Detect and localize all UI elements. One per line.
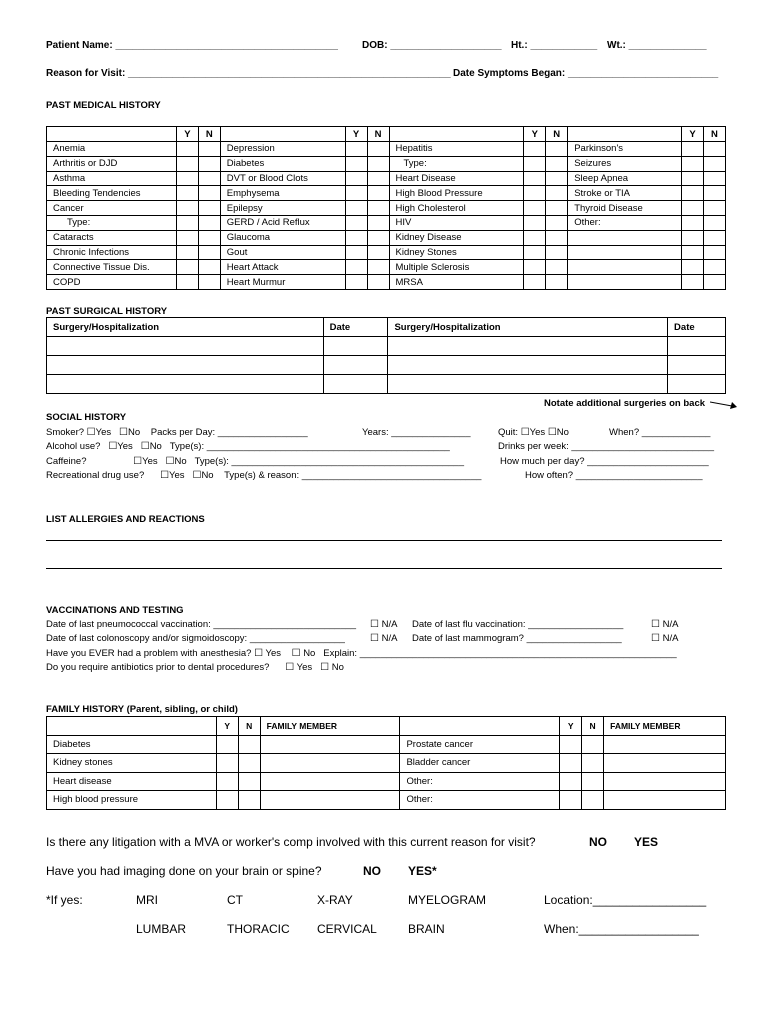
imaging-no-option[interactable]: NO [363,864,381,878]
yes-cell[interactable] [682,201,704,216]
yes-cell[interactable] [176,245,198,260]
vacc-title: VACCINATIONS AND TESTING [46,605,184,616]
condition-label: Multiple Sclerosis [389,260,524,275]
psh-table [46,317,726,394]
na-label: N/A [381,619,398,630]
date-symptoms-field[interactable]: Date Symptoms Began: ___________________________ [453,68,719,79]
checkbox-icon[interactable]: ☐ [140,441,150,452]
condition-label: Other: [400,791,560,810]
n-header: N [367,127,389,142]
reason-for-visit-field[interactable]: Reason for Visit: __________________________________________________________ [46,68,451,79]
imaging-question: Have you had imaging done on your brain or spine? [46,864,322,878]
condition-label: Kidney stones [47,754,217,773]
condition-label [568,260,682,275]
condition-label [568,275,682,290]
no-label: No [556,427,569,438]
yes-cell[interactable] [345,156,367,171]
condition-label: Prostate cancer [400,735,560,754]
no-cell[interactable] [546,215,568,230]
option-thoracic[interactable]: THORACIC [227,922,290,936]
no-cell[interactable] [703,260,725,275]
na-label: N/A [662,619,679,630]
checkbox-icon[interactable]: ☐ [370,633,379,644]
yes-cell[interactable] [345,142,367,157]
psh-title: PAST SURGICAL HISTORY [46,306,168,317]
antibiotics-label: Do you require antibiotics prior to dental procedures? [46,662,270,673]
caffeine-label: Caffeine? [46,456,87,467]
checkbox-icon[interactable]: ☐ [133,456,143,467]
quit-row [498,427,569,438]
no-cell[interactable] [198,245,220,260]
yes-cell[interactable] [176,142,198,157]
yes-cell[interactable] [345,230,367,245]
condition-label: Stroke or TIA [568,186,682,201]
yes-cell[interactable] [524,142,546,157]
no-cell[interactable] [703,186,725,201]
condition-label: Heart Disease [389,171,524,186]
table-row [47,171,726,186]
yes-label: Yes [117,441,133,452]
condition-label: Bleeding Tendencies [47,186,177,201]
recreational-label: Recreational drug use? [46,470,145,481]
yes-label: Yes [529,427,546,438]
patient-name-field[interactable]: Patient Name: ________________________________________ [46,40,338,51]
condition-label: High Blood Pressure [389,186,524,201]
checkbox-icon[interactable]: ☐ [192,470,202,481]
option-ct[interactable]: CT [227,893,243,907]
table-row[interactable] [47,337,726,356]
no-label: No [303,648,316,659]
caffeine-row [46,456,464,467]
condition-label: Type: [389,156,524,171]
no-cell[interactable] [367,156,389,171]
family-member-cell[interactable] [604,791,726,810]
condition-label: Other: [568,215,682,230]
no-cell[interactable] [546,186,568,201]
no-cell[interactable] [703,201,725,216]
condition-label: Diabetes [47,735,217,754]
condition-label: Depression [220,142,345,157]
yes-cell[interactable] [682,275,704,290]
litigation-no-option[interactable]: NO [589,835,607,849]
condition-label: Emphysema [220,186,345,201]
years-field[interactable]: Years: _______________ [362,427,471,438]
no-cell[interactable] [546,142,568,157]
no-cell[interactable] [238,791,260,810]
yes-cell[interactable] [524,275,546,290]
family-member-cell[interactable] [260,772,400,791]
yes-cell[interactable] [524,201,546,216]
social-title: SOCIAL HISTORY [46,412,127,423]
packs-per-day-field[interactable]: Packs per Day: _________________ [150,427,308,438]
imaging-when-field[interactable]: When:__________________ [544,922,699,936]
no-cell[interactable] [546,230,568,245]
yes-cell[interactable] [524,245,546,260]
condition-label: Cataracts [47,230,177,245]
condition-label: Asthma [47,171,177,186]
arrow-icon [710,398,738,412]
family-member-cell[interactable] [604,754,726,773]
no-cell[interactable] [198,156,220,171]
no-cell[interactable] [703,230,725,245]
condition-label: Kidney Stones [389,245,524,260]
explain-field[interactable]: Explain: ____________________________________________________________ [323,648,677,659]
mammo-na [651,633,678,644]
family-member-header: FAMILY MEMBER [604,717,726,736]
condition-label: Cancer [47,201,177,216]
y-header: Y [216,717,238,736]
yes-cell[interactable] [560,754,582,773]
condition-label: Arthritis or DJD [47,156,177,171]
yes-cell[interactable] [682,230,704,245]
yes-cell[interactable] [682,245,704,260]
recreational-row [46,470,481,481]
option-xray[interactable]: X-RAY [317,893,353,907]
yes-cell[interactable] [560,772,582,791]
allergies-title: LIST ALLERGIES AND REACTIONS [46,514,205,525]
condition-label: Seizures [568,156,682,171]
no-cell[interactable] [367,215,389,230]
checkbox-icon[interactable]: ☐ [160,470,170,481]
drinks-per-week-field[interactable]: Drinks per week: ___________________________ [498,441,715,452]
condition-label: Thyroid Disease [568,201,682,216]
table-row [47,201,726,216]
n-header: N [198,127,220,142]
no-cell[interactable] [367,171,389,186]
no-cell[interactable] [546,245,568,260]
table-row [47,245,726,260]
table-row [47,260,726,275]
yes-cell[interactable] [682,215,704,230]
table-row [47,735,726,754]
table-row [47,230,726,245]
family-member-cell[interactable] [604,772,726,791]
yes-cell[interactable] [176,186,198,201]
height-field[interactable]: Ht.: ____________ [511,40,598,51]
allergies-line-1[interactable] [46,540,722,541]
yes-cell[interactable] [216,791,238,810]
yes-cell[interactable] [176,171,198,186]
family-header-row [47,717,726,736]
checkbox-icon[interactable]: ☐ [119,427,129,438]
yes-cell[interactable] [524,156,546,171]
table-row [47,275,726,290]
condition-label: Glaucoma [220,230,345,245]
yes-cell[interactable] [176,201,198,216]
weight-field[interactable]: Wt.: ______________ [607,40,707,51]
quit-when-field[interactable]: When? _____________ [609,427,711,438]
surgery-col-header: Surgery/Hospitalization [47,318,324,337]
condition-label: COPD [47,275,177,290]
alcohol-row [46,441,450,452]
date-col-header: Date [668,318,726,337]
condition-label: HIV [389,215,524,230]
option-cervical[interactable]: CERVICAL [317,922,377,936]
no-cell[interactable] [367,142,389,157]
no-cell[interactable] [582,754,604,773]
table-row[interactable] [47,375,726,394]
condition-label: Bladder cancer [400,754,560,773]
no-label: No [174,456,187,467]
condition-label: Other: [400,772,560,791]
no-cell[interactable] [703,275,725,290]
yes-cell[interactable] [345,275,367,290]
yes-label: Yes [142,456,158,467]
flu-field[interactable]: Date of last flu vaccination: __________________ [412,619,624,630]
location-field[interactable]: Location:_________________ [544,893,707,907]
no-cell[interactable] [238,772,260,791]
flu-na [651,619,678,630]
yes-cell[interactable] [345,260,367,275]
no-label: No [149,441,162,452]
na-label: N/A [662,633,679,644]
yes-cell[interactable] [682,186,704,201]
yes-cell[interactable] [345,245,367,260]
yes-cell[interactable] [524,215,546,230]
condition-label: Hepatitis [389,142,524,157]
yes-cell[interactable] [176,275,198,290]
yes-cell[interactable] [682,260,704,275]
checkbox-icon[interactable]: ☐ [285,662,295,673]
yes-cell[interactable] [216,754,238,773]
alcohol-label: Alcohol use? [46,441,101,452]
no-cell[interactable] [198,275,220,290]
additional-surgeries-note: Notate additional surgeries on back [544,398,706,409]
family-title: FAMILY HISTORY (Parent, sibling, or child) [46,704,238,715]
checkbox-icon[interactable]: ☐ [547,427,557,438]
pneumo-na [370,619,397,630]
checkbox-icon[interactable]: ☐ [651,619,660,630]
table-row [47,142,726,157]
no-cell[interactable] [703,245,725,260]
condition-label: Heart Murmur [220,275,345,290]
yes-cell[interactable] [345,186,367,201]
no-cell[interactable] [238,735,260,754]
condition-label: DVT or Blood Clots [220,171,345,186]
condition-label: High blood pressure [47,791,217,810]
condition-label: Heart disease [47,772,217,791]
option-mri[interactable]: MRI [136,893,158,907]
table-row [47,791,726,810]
checkbox-icon[interactable]: ☐ [165,456,175,467]
caffeine-types-field[interactable]: Type(s): ____________________________________________ [194,456,465,467]
yes-cell[interactable] [524,260,546,275]
yes-cell[interactable] [682,171,704,186]
condition-label: Epilepsy [220,201,345,216]
no-cell[interactable] [546,171,568,186]
no-label: No [201,470,214,481]
no-cell[interactable] [703,215,725,230]
yes-cell[interactable] [176,156,198,171]
no-cell[interactable] [546,260,568,275]
table-row [47,754,726,773]
quit-label: Quit: [498,427,519,438]
how-much-per-day-field[interactable]: How much per day? _______________________ [500,456,709,467]
no-label: No [128,427,141,438]
n-header: N [582,717,604,736]
family-member-cell[interactable] [260,791,400,810]
family-member-cell[interactable] [260,754,400,773]
table-row [47,215,726,230]
yes-cell[interactable] [560,791,582,810]
surgery-col-header: Surgery/Hospitalization [388,318,668,337]
date-col-header: Date [323,318,388,337]
n-header: N [238,717,260,736]
condition-label: Sleep Apnea [568,171,682,186]
yes-cell[interactable] [345,215,367,230]
no-cell[interactable] [703,142,725,157]
y-header: Y [176,127,198,142]
pmh-table [46,126,726,290]
no-cell[interactable] [546,275,568,290]
option-lumbar[interactable]: LUMBAR [136,922,187,936]
no-cell[interactable] [198,215,220,230]
yes-label: Yes [169,470,185,481]
colonoscopy-field[interactable]: Date of last colonoscopy and/or sigmoidoscopy: __________________ [46,633,345,644]
condition-label: Type: [47,215,177,230]
table-row [47,186,726,201]
table-row[interactable] [47,356,726,375]
litigation-yes-option[interactable]: YES [634,835,659,849]
checkbox-icon[interactable]: ☐ [520,427,530,438]
condition-label: GERD / Acid Reflux [220,215,345,230]
psh-header-row [47,318,726,337]
pmh-header-row [47,127,726,142]
n-header: N [546,127,568,142]
condition-label: Kidney Disease [389,230,524,245]
condition-label: Parkinson's [568,142,682,157]
smoker-row [46,427,308,438]
condition-label [568,230,682,245]
no-cell[interactable] [367,260,389,275]
smoker-label: Smoker? [46,427,85,438]
yes-cell[interactable] [216,772,238,791]
yes-cell[interactable] [176,230,198,245]
condition-label: Connective Tissue Dis. [47,260,177,275]
yes-cell[interactable] [345,171,367,186]
family-member-header: FAMILY MEMBER [260,717,400,736]
no-cell[interactable] [367,230,389,245]
colon-na [370,633,397,644]
no-cell[interactable] [582,772,604,791]
yes-cell[interactable] [682,156,704,171]
yes-cell[interactable] [524,171,546,186]
yes-cell[interactable] [176,260,198,275]
yes-cell[interactable] [176,215,198,230]
anesthesia-row [46,648,677,659]
no-cell[interactable] [198,171,220,186]
no-cell[interactable] [703,171,725,186]
no-cell[interactable] [198,230,220,245]
litigation-question: Is there any litigation with a MVA or worker's comp involved with this current reason for visit? [46,835,536,849]
condition-label: Diabetes [220,156,345,171]
mammogram-field[interactable]: Date of last mammogram? __________________ [412,633,622,644]
antibiotics-row [46,662,344,673]
condition-label: Chronic Infections [47,245,177,260]
checkbox-icon[interactable]: ☐ [291,648,301,659]
no-cell[interactable] [582,735,604,754]
checkbox-icon[interactable]: ☐ [370,619,379,630]
no-cell[interactable] [367,245,389,260]
condition-label: High Cholesterol [389,201,524,216]
yes-cell[interactable] [682,142,704,157]
y-header: Y [345,127,367,142]
rec-types-field[interactable]: Type(s) & reason: __________________________________ [224,470,482,481]
if-yes-label: *If yes: [46,893,83,907]
yes-cell[interactable] [524,230,546,245]
checkbox-icon[interactable]: ☐ [254,648,264,659]
pmh-title: PAST MEDICAL HISTORY [46,100,161,111]
anesthesia-label: Have you EVER had a problem with anesthesia? [46,648,252,659]
table-row [47,772,726,791]
condition-label: Anemia [47,142,177,157]
imaging-yes-option[interactable]: YES* [408,864,437,878]
allergies-line-2[interactable] [46,568,722,569]
no-cell[interactable] [238,754,260,773]
condition-label [568,245,682,260]
yes-cell[interactable] [345,201,367,216]
family-member-cell[interactable] [260,735,400,754]
checkbox-icon[interactable]: ☐ [320,662,330,673]
table-row [47,156,726,171]
checkbox-icon[interactable]: ☐ [651,633,660,644]
yes-label: Yes [296,662,313,673]
checkbox-icon[interactable]: ☐ [108,441,118,452]
no-cell[interactable] [582,791,604,810]
pneumo-field[interactable]: Date of last pneumococcal vaccination: ___________________________ [46,619,357,630]
condition-label: Gout [220,245,345,260]
no-cell[interactable] [367,201,389,216]
option-myelogram[interactable]: MYELOGRAM [408,893,487,907]
n-header: N [703,127,725,142]
no-cell[interactable] [367,275,389,290]
no-cell[interactable] [546,201,568,216]
no-cell[interactable] [546,156,568,171]
y-header: Y [524,127,546,142]
yes-cell[interactable] [560,735,582,754]
no-label: No [331,662,344,673]
dob-field[interactable]: DOB: ____________________ [362,40,502,51]
yes-cell[interactable] [216,735,238,754]
alcohol-types-field[interactable]: Type(s): ______________________________________________ [169,441,450,452]
family-table [46,716,726,810]
no-cell[interactable] [198,201,220,216]
y-header: Y [560,717,582,736]
checkbox-icon[interactable]: ☐ [86,427,96,438]
yes-label: Yes [265,648,282,659]
yes-label: Yes [95,427,112,438]
no-cell[interactable] [198,142,220,157]
option-brain[interactable]: BRAIN [408,922,445,936]
no-cell[interactable] [198,260,220,275]
condition-label: Heart Attack [220,260,345,275]
y-header: Y [682,127,704,142]
na-label: N/A [381,633,398,644]
how-often-field[interactable]: How often? ________________________ [525,470,703,481]
no-cell[interactable] [367,186,389,201]
no-cell[interactable] [198,186,220,201]
family-member-cell[interactable] [604,735,726,754]
condition-label: MRSA [389,275,524,290]
no-cell[interactable] [703,156,725,171]
yes-cell[interactable] [524,186,546,201]
